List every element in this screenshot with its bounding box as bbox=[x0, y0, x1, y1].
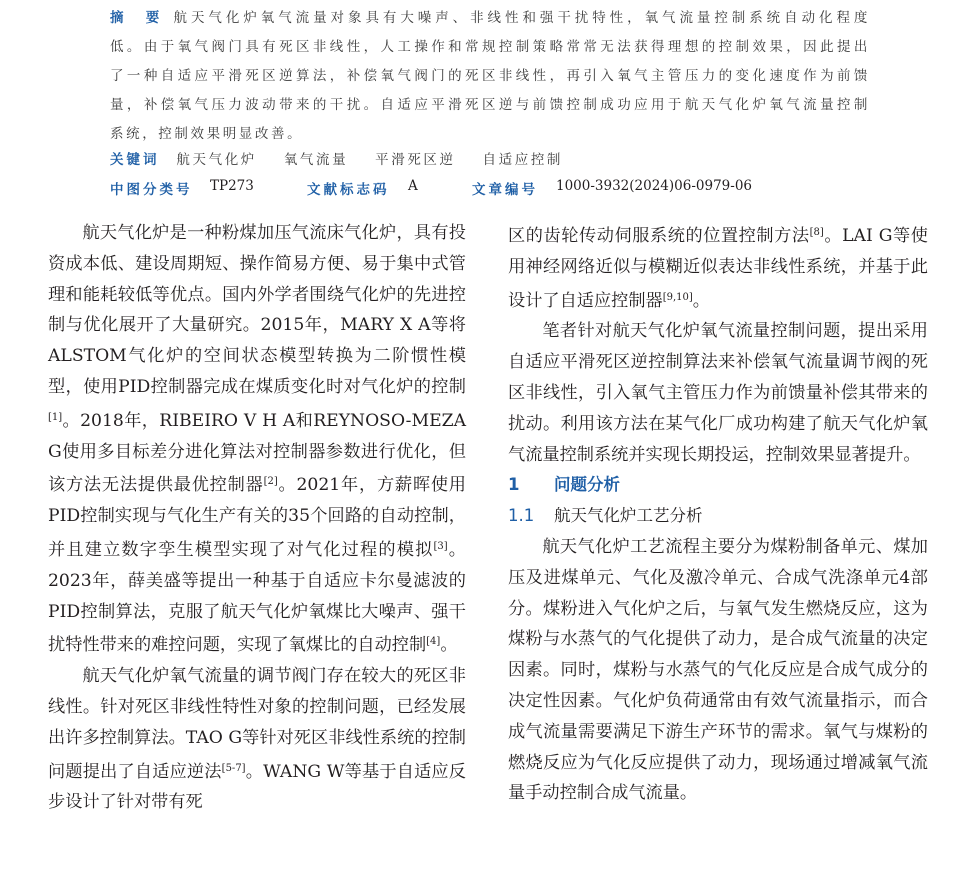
citation: [1] bbox=[48, 411, 63, 423]
citation: [3] bbox=[433, 540, 448, 552]
abstract-line-1: 摘 要 航天气化炉氧气流量对象具有大噪声、非线性和强干扰特性，氧气流量控制系统自动化程度 bbox=[110, 10, 871, 26]
citation: [4] bbox=[426, 636, 441, 648]
body-left-column bbox=[48, 218, 466, 818]
abstract bbox=[110, 4, 870, 149]
section-number: 1 bbox=[508, 475, 520, 495]
subsection-title: 航天气化炉工艺分析 bbox=[554, 506, 703, 526]
classification-row bbox=[110, 178, 890, 202]
keyword: 航天气化炉 bbox=[176, 152, 257, 168]
body-right-column bbox=[508, 218, 928, 809]
clc-value: TP273 bbox=[210, 178, 254, 194]
abstract-line-2: 低。由于氧气阀门具有死区非线性，人工操作和常规控制策略常常无法获得理想的控制效果，因此提出 bbox=[110, 39, 870, 55]
paragraph: 航天气化炉是一种粉煤加压气流床气化炉，具有投资成本低、建设周期短、操作简易方便、易于集中式管理和能耗较低等优点。国内外学者围绕气化炉的先进控制与优化展开了大量研究。2015年，MARY X A等将ALSTOM气化炉的空间状态模型转换为二阶惯性模型，使用PID控制器完成在煤质变化时对气化炉的控制[1]。2018年，RIBEIRO V H A和REYNOSO-MEZA G使用多目标差分进化算法对控制器参数进行优化，但该方法无法提供最优控制器[2]。2021年，方薪晖使用PID控制实现与气化生产有关的35个回路的自动控制，并且建立数字孪生模型实现了对气化过程的模拟[3]。2023年，薛美盛等提出一种基于自适应卡尔曼滤波的PID控制算法，克服了航天气化炉氧煤比大噪声、强干扰特性带来的难控问题，实现了氧煤比的自动控制[4]。 bbox=[48, 223, 466, 656]
keywords bbox=[110, 148, 583, 168]
abstract-line-4: 量，补偿氧气压力波动带来的干扰。自适应平滑死区逆与前馈控制成功应用于航天气化炉氧气流量控制 bbox=[110, 97, 870, 113]
article-number-label: 文章编号 bbox=[472, 182, 538, 198]
section-title: 问题分析 bbox=[554, 475, 620, 495]
abstract-line-5: 系统，控制效果明显改善。 bbox=[110, 126, 304, 142]
paragraph: 笔者针对航天气化炉氧气流量控制问题，提出采用自适应平滑死区逆控制算法来补偿氧气流量调节阀的死区非线性，引入氧气主管压力作为前馈量补偿其带来的扰动。利用该方法在某气化厂成功构建了航天气化炉氧气流量控制系统并实现长期投运，控制效果显著提升。 bbox=[508, 321, 928, 465]
citation: [2] bbox=[263, 476, 278, 488]
citation: [5-7] bbox=[221, 762, 246, 774]
article-number-value: 1000-3932(2024)06-0979-06 bbox=[556, 178, 753, 194]
keyword: 氧气流量 bbox=[283, 152, 349, 168]
doc-code-label: 文献标志码 bbox=[307, 182, 390, 198]
doc-code-value: A bbox=[408, 178, 418, 194]
paragraph: 航天气化炉氧气流量的调节阀门存在较大的死区非线性。针对死区非线性特性对象的控制问题，已经发展出许多控制算法。TAO G等针对死区非线性系统的控制问题提出了自适应逆法[5-7]。WANG W等基于自适应反步设计了针对带有死 bbox=[48, 666, 466, 813]
subsection-heading bbox=[508, 501, 928, 532]
paragraph: 航天气化炉工艺流程主要分为煤粉制备单元、煤加压及进煤单元、气化及激冷单元、合成气洗涤单元4部分。煤粉进入气化炉之后，与氧气发生燃烧反应，这为煤粉与水蒸气的气化提供了动力，是合成气流量的决定因素。同时，煤粉与水蒸气的气化反应是合成气成分的决定性因素。气化炉负荷通常由有效气流量指示，而合成气流量需要满足下游生产环节的需求。氧气与煤粉的燃烧反应为气化反应提供了动力，现场通过增减氧气流量手动控制合成气流量。 bbox=[508, 536, 928, 804]
section-heading bbox=[508, 470, 928, 501]
keyword: 平滑死区逆 bbox=[375, 152, 456, 168]
abstract-line-3: 了一种自适应平滑死区逆算法，补偿氧气阀门的死区非线性，再引入氧气主管压力的变化速度作为前馈 bbox=[110, 68, 870, 84]
keyword: 自适应控制 bbox=[482, 152, 564, 168]
clc-label: 中图分类号 bbox=[110, 182, 193, 198]
citation: [8] bbox=[809, 227, 824, 238]
abstract-label: 摘 要 bbox=[110, 10, 164, 26]
citation: [9,10] bbox=[662, 291, 693, 303]
keywords-label: 关键词 bbox=[110, 152, 160, 168]
subsection-number: 1.1 bbox=[508, 506, 535, 526]
paragraph: 区的齿轮传动伺服系统的位置控制方法[8]。LAI G等使用神经网络近似与模糊近似表达非线性系统，并基于此设计了自适应控制器[9,10]。 bbox=[508, 226, 928, 311]
